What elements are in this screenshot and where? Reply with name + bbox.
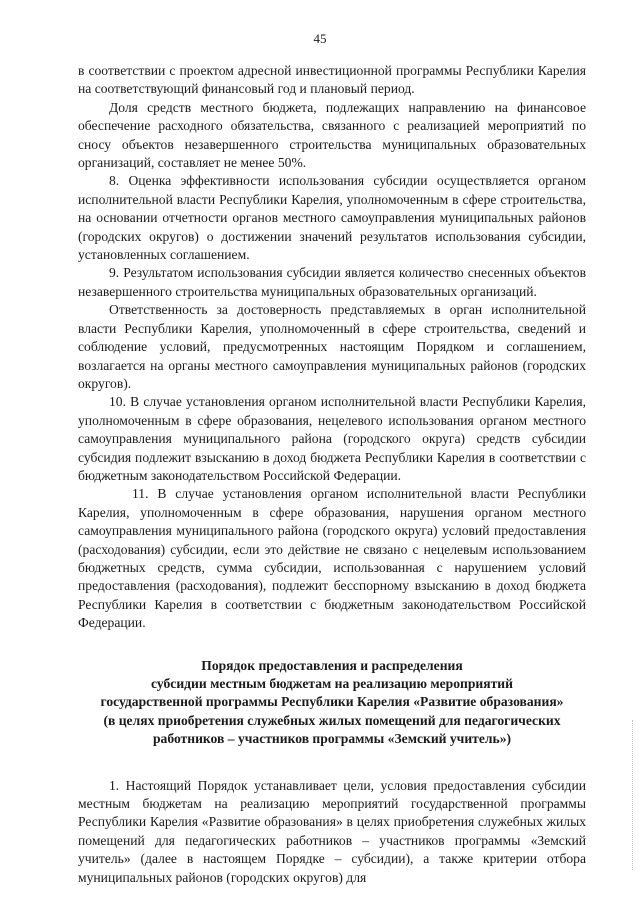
paragraph-item-1: 1. Настоящий Порядок устанавливает цели, условия предоставления субсидии местным бюджетам на реализацию мероприятий государственной программы Республики Карелия «Развитие образования» в целях приобретения служебных жилых помещений для педагогических работников – участников программы «Земский учитель» (далее в настоящем Порядке – субсидии), а также критерии отбора муниципальных районов (городских округов) для — [78, 777, 586, 885]
paragraph-budget-share: Доля средств местного бюджета, подлежащих направлению на финансовое обеспечение расходного обязательства, связанного с реализацией мероприятий по сносу объектов незавершенного строительства муниципальных образовательных организаций, составляет не менее 50%. — [78, 99, 586, 171]
paragraph-item-8: 8. Оценка эффективности использования субсидии осуществляется органом исполнительной власти Республики Карелия, уполномоченным в сфере строительства, на основании отчетности органов местного самоуправления муниципальных районов (городских округов) о достижении значений результатов использования субсидии, установленных соглашением. — [78, 173, 586, 263]
paragraph-item-10: 10. В случае установления органом исполнительной власти Республики Карелия, уполномоченным в сфере образования, нецелевого использования органом местного самоуправления муниципального района (городского округа) средств субсидии субсидия подлежит взысканию в доход бюджета Республики Карелия в соответствии с бюджетным законодательством Российской Федерации. — [78, 394, 586, 483]
heading-line: (в целях приобретения служебных жилых помещений для педагогических — [103, 712, 561, 728]
paragraph-item-9: 9. Результатом использования субсидии является количество снесенных объектов незавершенного строительства муниципальных образовательных организаций. — [78, 265, 586, 299]
paragraph-item-11: 11. В случае установления органом исполнительной власти Республики Карелия, уполномоченным в сфере образования, нарушения органом местного самоуправления муниципального района (городского округа) условий предоставления (расходования) субсидии, если это действие не связано с нецелевым использованием бюджетных средств, сумма субсидии, использованная с нарушением условий предоставления (расходования), подлежит бесспорному взысканию в доход бюджета Республики Карелия в соответствии с бюджетным законодательством Российской Федерации. — [78, 486, 586, 631]
paragraph-continuation: в соответствии с проектом адресной инвестиционной программы Республики Карелия на соответствующий финансовый год и плановый период. — [78, 63, 586, 97]
scan-edge-marks — [630, 720, 633, 870]
heading-line: субсидии местным бюджетам на реализацию мероприятий — [151, 676, 513, 691]
heading-line: государственной программы Республики Карелия «Развитие образования» — [100, 694, 564, 710]
heading-line: работников – участников программы «Земский учитель») — [152, 731, 512, 747]
paragraph-responsibility: Ответственность за достоверность представляемых в орган исполнительной власти Республики Карелия, уполномоченный в сфере строительства, сведений и соблюдение условий, предусмотренных настоящим Порядком и соглашением, возлагается на органы местного самоуправления муниципальных районов (городских округов). — [78, 302, 586, 391]
heading-line: Порядок предоставления и распределения — [201, 657, 463, 673]
document-body — [78, 62, 586, 887]
section-heading — [78, 657, 586, 749]
page-number: 45 — [313, 31, 327, 46]
